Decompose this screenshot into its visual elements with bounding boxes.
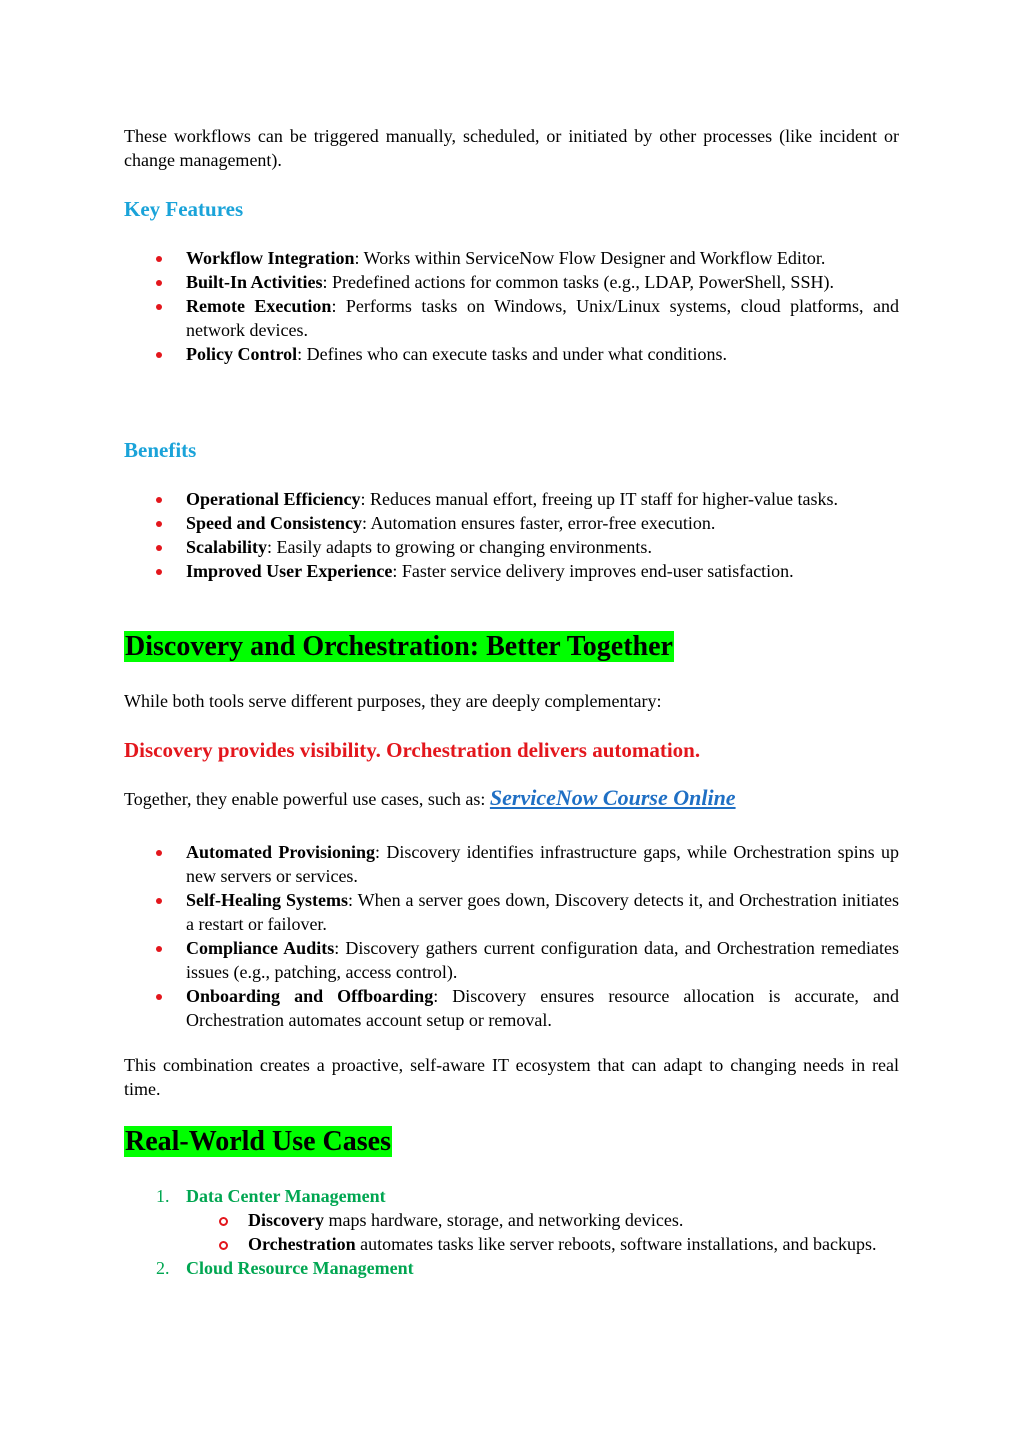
list-item: 2. Cloud Resource Management: [156, 1258, 414, 1278]
list-item: Onboarding and Offboarding: Discovery ensures resource allocation is accurate, and Orchestration automates account setup or removal.: [124, 984, 899, 1032]
together-lead: While both tools serve different purposes, they are deeply complementary:: [124, 691, 662, 711]
list-item: Improved User Experience: Faster service delivery improves end-user satisfaction.: [124, 559, 899, 583]
bullet-icon: [156, 521, 162, 527]
bullet-icon: [156, 545, 162, 551]
bullet-icon: [156, 850, 162, 856]
list-item: Speed and Consistency: Automation ensures faster, error-free execution.: [124, 511, 899, 535]
sub-list-item: Discovery maps hardware, storage, and networking devices.: [124, 1208, 899, 1232]
list-item: Built-In Activities: Predefined actions for common tasks (e.g., LDAP, PowerShell, SSH).: [124, 270, 899, 294]
bullet-icon: [156, 497, 162, 503]
bullet-icon: [156, 304, 162, 310]
use-cases-list: [124, 840, 899, 1032]
use-cases-intro: Together, they enable powerful use cases, such as: ServiceNow Course Online: [124, 785, 736, 810]
real-world-heading: Real-World Use Cases: [125, 1126, 391, 1157]
real-world-list: [124, 1184, 899, 1280]
benefits-heading: Benefits: [124, 438, 197, 462]
tagline: Discovery provides visibility. Orchestration delivers automation.: [124, 738, 701, 762]
list-item: Automated Provisioning: Discovery identifies infrastructure gaps, while Orchestration spins up new servers or services.: [124, 840, 899, 888]
bullet-icon: [156, 994, 162, 1000]
list-item: Workflow Integration: Works within ServiceNow Flow Designer and Workflow Editor.: [124, 246, 899, 270]
bullet-icon: [156, 898, 162, 904]
bullet-icon: [156, 569, 162, 575]
list-item: Remote Execution: Performs tasks on Windows, Unix/Linux systems, cloud platforms, and network devices.: [124, 294, 899, 342]
key-features-list: [124, 246, 899, 366]
bullet-icon: [156, 256, 162, 262]
servicenow-course-link[interactable]: ServiceNow Course Online: [489, 785, 736, 810]
list-item: Operational Efficiency: Reduces manual effort, freeing up IT staff for higher-value tasks.: [124, 487, 899, 511]
list-item: 1. Data Center Management: [156, 1186, 386, 1206]
list-item: Compliance Audits: Discovery gathers current configuration data, and Orchestration remediates issues (e.g., patching, access control).: [124, 936, 899, 984]
bullet-icon: [156, 280, 162, 286]
benefits-list: [124, 487, 899, 583]
key-features-heading: Key Features: [124, 197, 244, 221]
list-item: Self-Healing Systems: When a server goes down, Discovery detects it, and Orchestration initiates a restart or failover.: [124, 888, 899, 936]
intro-paragraph: These workflows can be triggered manually, scheduled, or initiated by other processes (like incident or change management).: [124, 126, 899, 170]
list-item: Scalability: Easily adapts to growing or changing environments.: [124, 535, 899, 559]
bullet-icon: [156, 352, 162, 358]
list-item: Policy Control: Defines who can execute tasks and under what conditions.: [124, 342, 899, 366]
ring-bullet-icon: [219, 1241, 228, 1250]
bullet-icon: [156, 946, 162, 952]
ring-bullet-icon: [219, 1217, 228, 1226]
sub-list-item: Orchestration automates tasks like server reboots, software installations, and backups.: [124, 1232, 899, 1256]
closing-paragraph: This combination creates a proactive, self-aware IT ecosystem that can adapt to changing needs in real time.: [124, 1055, 899, 1099]
together-heading: Discovery and Orchestration: Better Together: [125, 631, 673, 662]
